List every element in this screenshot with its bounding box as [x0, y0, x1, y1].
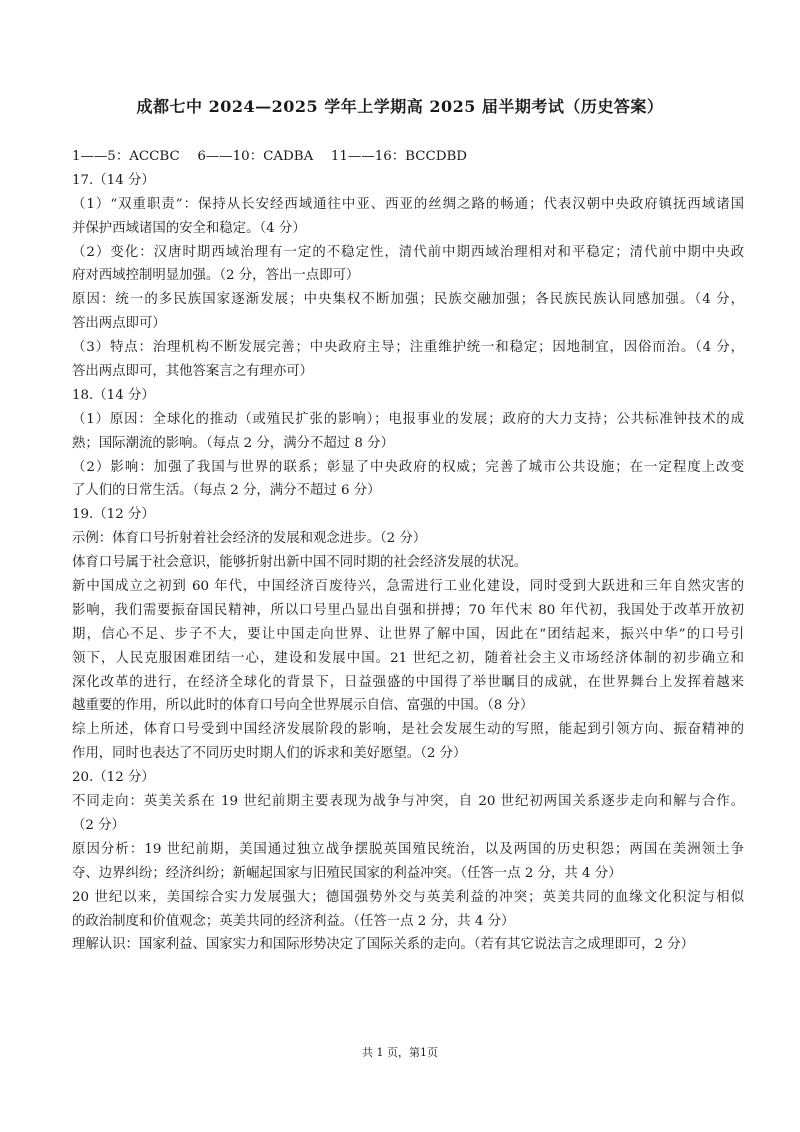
question-20-heading: 20.（12 分）: [72, 770, 155, 786]
question-18-heading: 18.（14 分）: [72, 387, 155, 403]
text-line: 答出两点即可）: [72, 316, 166, 332]
mc-answers: 1——5：ACCBC 6——10：CADBA 11——16：BCCDBD: [72, 149, 468, 164]
text-line: （1）“双重职责”：保持从长安经西域通往中亚、西亚的丝绸之路的畅通；代表汉朝中央政府镇抚西域诸国: [72, 196, 744, 212]
text-line: （3）特点：治理机构不断发展完善；中央政府主导；注重维护统一和稳定；因地制宜，因俗而治。（4 分，: [72, 340, 744, 356]
text-line: 并保护西域诸国的安全和稳定。（4 分）: [72, 220, 306, 236]
text-line: 影响，我们需要振奋国民精神，所以口号里凸显出自强和拼搏；70 年代末 80 年代初，我国处于改革开放初: [72, 602, 744, 618]
text-line: 答出两点即可，其他答案言之有理亦可）: [72, 364, 314, 380]
question-17-heading: 17.（14 分）: [72, 172, 155, 188]
text-line: 夺、边界纠纷；经济纠纷；新崛起国家与旧殖民国家的利益冲突。（任答一点 2 分，共 4 分）: [72, 865, 622, 881]
text-line: 深化改革的进行，在经济全球化的背景下，日益强盛的中国得了举世瞩目的成就，在世界舞台上发挥着越来: [72, 674, 744, 690]
text-line: 作用，同时也表达了不同历史时期人们的诉求和美好愿望。（2 分）: [72, 746, 467, 762]
text-line: （1）原因：全球化的推动（或殖民扩张的影响）；电报事业的发展；政府的大力支持；公共标准钟技术的成: [72, 411, 744, 427]
text-line: 府对西域控制明显加强。（2 分，答出一点即可）: [72, 268, 360, 284]
text-line: 原因：统一的多民族国家逐渐发展；中央集权不断加强；民族交融加强；各民族民族认同感加强。（4 分，: [72, 292, 744, 308]
text-line: （2 分）: [72, 817, 125, 833]
text-line: 越重要的作用，所以此时的体育口号向全世界展示自信、富强的中国。（8 分）: [72, 698, 534, 714]
text-line: 了人们的日常生活。（每点 2 分，满分不超过 6 分）: [72, 483, 381, 499]
text-line: 体育口号属于社会意识，能够折射出新中国不同时期的社会经济发展的状况。: [72, 555, 528, 571]
text-line: 熟；国际潮流的影响。（每点 2 分，满分不超过 8 分）: [72, 435, 394, 451]
text-line: 20 世纪以来，美国综合实力发展强大；德国强势外交与英美利益的冲突；英美共同的血缘文化积淀与相似: [72, 889, 744, 905]
text-line: （2）影响：加强了我国与世界的联系；彰显了中央政府的权威；完善了城市公共设施；在一定程度上改变: [72, 459, 744, 475]
text-line: 原因分析：19 世纪前期，美国通过独立战争摆脱英国殖民统治，以及两国的历史积怨；两国在美洲领土争: [72, 841, 744, 857]
text-line: 期，信心不足、步子不大，要让中国走向世界、让世界了解中国，因此在“团结起来，振兴中华”的口号引: [72, 626, 744, 642]
answer-body: [72, 145, 744, 957]
text-line: 综上所述，体育口号受到中国经济发展阶段的影响，是社会发展生动的写照，能起到引领方向、振奋精神的: [72, 722, 744, 738]
text-line: （2）变化：汉唐时期西域治理有一定的不稳定性，清代前中期西域治理相对和平稳定；清代前中期中央政: [72, 244, 744, 260]
page-title: 成都七中 2024—2025 学年上学期高 2025 届半期考试（历史答案）: [136, 97, 664, 116]
text-line: 的政治制度和价值观念；英美共同的经济利益。（任答一点 2 分，共 4 分）: [72, 913, 515, 929]
text-line: 不同走向：英美关系在 19 世纪前期主要表现为战争与冲突，自 20 世纪初两国关系逐步走向和解与合作。: [72, 794, 744, 810]
text-line: 理解认识：国家利益、国家实力和国际形势决定了国际关系的走向。（若有其它说法言之成理即可，2 分）: [72, 937, 695, 953]
text-line: 领下，人民克服困难团结一心，建设和发展中国。21 世纪之初，随着社会主义市场经济体制的初步确立和: [72, 650, 744, 666]
text-line: 示例：体育口号折射着社会经济的发展和观念进步。（2 分）: [72, 531, 427, 547]
text-line: 新中国成立之初到 60 年代，中国经济百废待兴，急需进行工业化建设，同时受到大跃进和三年自然灾害的: [72, 579, 744, 595]
page-footer: 共 1 页，第1页: [362, 1046, 438, 1059]
question-19-heading: 19.（12 分）: [72, 507, 155, 523]
